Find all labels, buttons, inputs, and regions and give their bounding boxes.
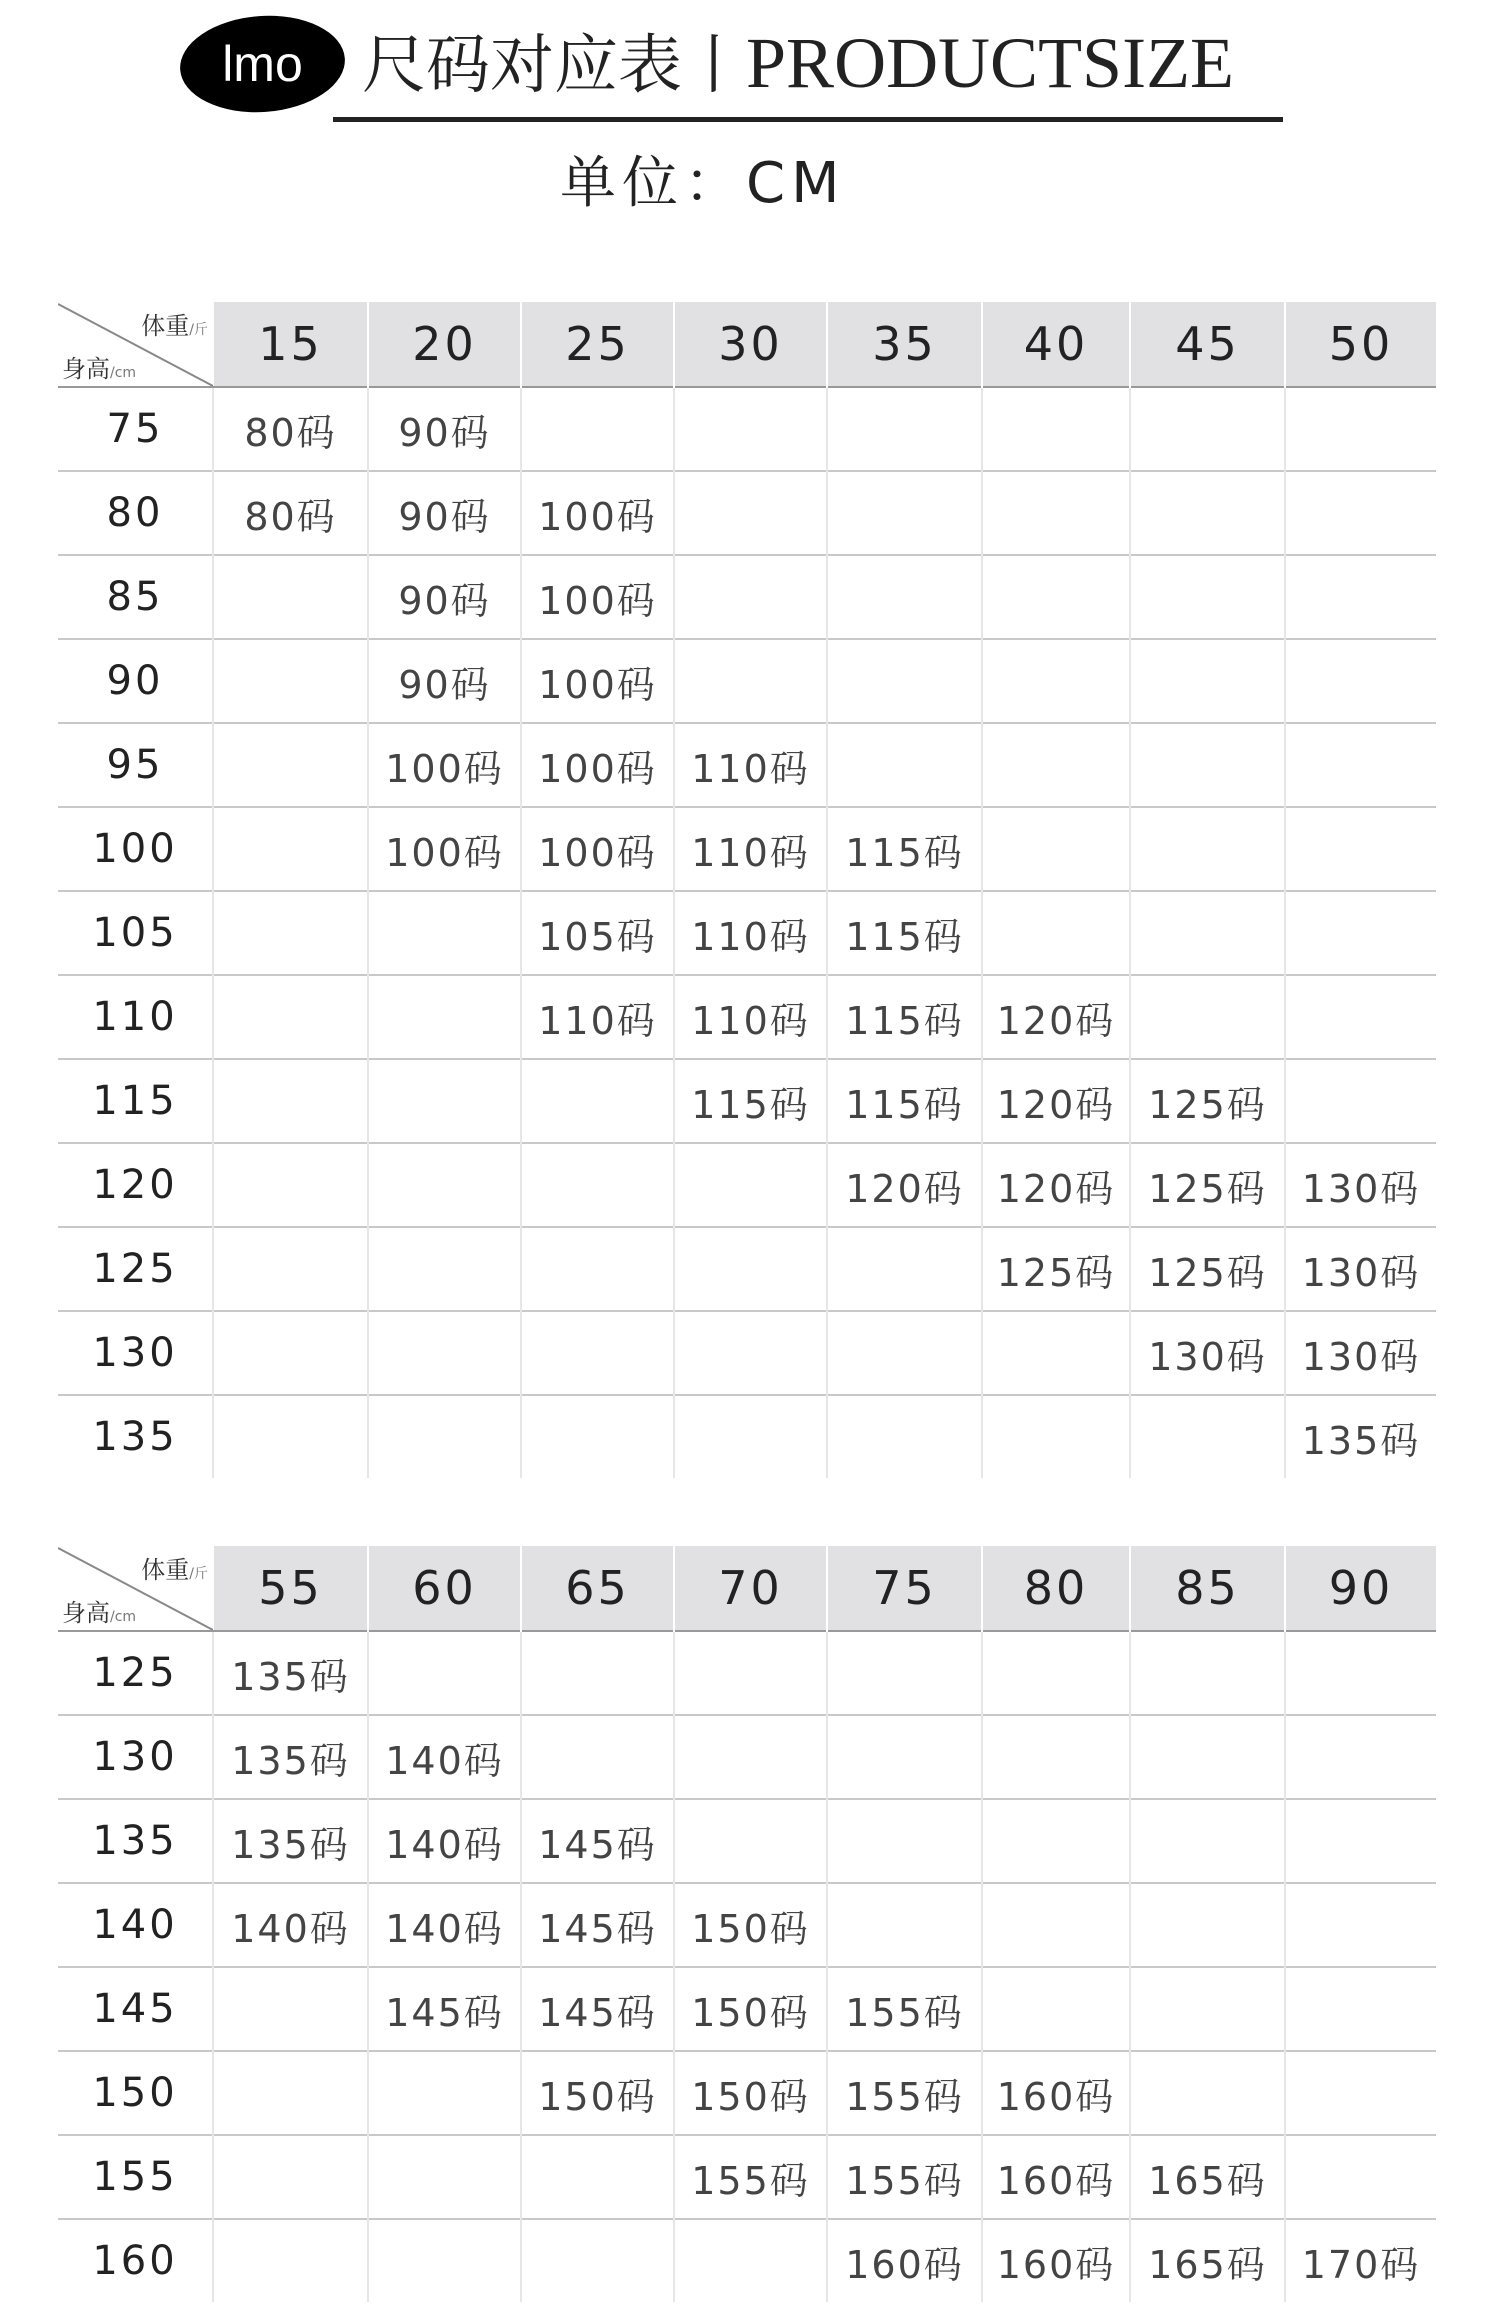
brand-logo-text: lmo [222, 36, 303, 92]
table-row [58, 975, 1436, 1059]
height-row-header: 130 [58, 1311, 213, 1395]
weight-header-cell: 70 [674, 1546, 827, 1631]
size-cell: 165码 [1130, 2135, 1285, 2219]
size-cell [674, 387, 827, 471]
title-english: PRODUCTSIZE [746, 23, 1235, 103]
size-cell [982, 1967, 1130, 2051]
weight-axis-label: 体重/斤 [141, 1556, 208, 1584]
table-row [58, 1631, 1436, 1715]
size-cell [368, 2219, 521, 2302]
size-cell [674, 639, 827, 723]
height-row-header: 125 [58, 1227, 213, 1311]
size-cell [368, 1227, 521, 1311]
size-cell [1130, 555, 1285, 639]
height-row-header: 135 [58, 1395, 213, 1478]
height-row-header: 135 [58, 1799, 213, 1883]
weight-header-cell: 90 [1285, 1546, 1436, 1631]
weight-axis-label: 体重/斤 [141, 312, 208, 340]
table-row [58, 387, 1436, 471]
size-cell [521, 2135, 674, 2219]
size-cell [827, 1799, 982, 1883]
size-cell: 110码 [674, 723, 827, 807]
weight-header-cell: 55 [213, 1546, 368, 1631]
table-row [58, 891, 1436, 975]
size-table-body [58, 1631, 1436, 2302]
size-cell [827, 723, 982, 807]
size-cell: 155码 [674, 2135, 827, 2219]
size-cell: 140码 [213, 1883, 368, 1967]
size-cell [827, 1395, 982, 1478]
size-table-2 [58, 1546, 1436, 2302]
size-cell: 135码 [1285, 1395, 1436, 1478]
size-cell [827, 387, 982, 471]
size-cell [213, 1967, 368, 2051]
weight-header-row [58, 302, 1436, 387]
size-cell: 150码 [674, 2051, 827, 2135]
size-cell [1130, 975, 1285, 1059]
size-cell [982, 1395, 1130, 1478]
title-underline [333, 117, 1283, 122]
size-cell [1285, 975, 1436, 1059]
weight-header-cell: 60 [368, 1546, 521, 1631]
size-cell: 90码 [368, 555, 521, 639]
size-cell [1285, 639, 1436, 723]
table-row [58, 1059, 1436, 1143]
size-cell: 90码 [368, 639, 521, 723]
size-cell [368, 1311, 521, 1395]
size-cell [368, 2051, 521, 2135]
size-cell [213, 1059, 368, 1143]
size-cell [827, 1631, 982, 1715]
size-cell: 145码 [521, 1799, 674, 1883]
height-row-header: 140 [58, 1883, 213, 1967]
size-cell [674, 555, 827, 639]
size-cell [1130, 639, 1285, 723]
size-cell [213, 2135, 368, 2219]
size-cell [213, 1143, 368, 1227]
size-cell [1285, 471, 1436, 555]
size-cell [827, 1715, 982, 1799]
table-row [58, 1143, 1436, 1227]
size-cell: 150码 [674, 1967, 827, 2051]
size-cell [213, 1311, 368, 1395]
height-row-header: 95 [58, 723, 213, 807]
size-cell [1285, 1059, 1436, 1143]
size-cell: 120码 [982, 975, 1130, 1059]
size-cell: 110码 [674, 891, 827, 975]
size-cell: 155码 [827, 1967, 982, 2051]
table-row [58, 1715, 1436, 1799]
weight-header-cell: 40 [982, 302, 1130, 387]
size-cell [1130, 1631, 1285, 1715]
size-cell [982, 723, 1130, 807]
unit-line [560, 140, 845, 228]
size-cell: 150码 [521, 2051, 674, 2135]
size-cell: 125码 [1130, 1227, 1285, 1311]
height-row-header: 90 [58, 639, 213, 723]
size-cell: 100码 [521, 723, 674, 807]
size-cell [1285, 555, 1436, 639]
size-cell [982, 1883, 1130, 1967]
size-cell [521, 1395, 674, 1478]
table-row [58, 1883, 1436, 1967]
size-cell [674, 1631, 827, 1715]
page-title [362, 18, 1234, 108]
size-table-1 [58, 302, 1436, 1478]
table-row [58, 723, 1436, 807]
size-cell [1130, 2051, 1285, 2135]
size-cell: 140码 [368, 1715, 521, 1799]
weight-header-cell: 65 [521, 1546, 674, 1631]
size-cell [521, 1059, 674, 1143]
table-row [58, 2051, 1436, 2135]
weight-header-cell: 45 [1130, 302, 1285, 387]
size-cell [1130, 1395, 1285, 1478]
size-cell: 115码 [827, 975, 982, 1059]
size-cell [1285, 1631, 1436, 1715]
size-cell [213, 891, 368, 975]
size-cell [1285, 807, 1436, 891]
size-cell: 120码 [982, 1059, 1130, 1143]
table-row [58, 639, 1436, 723]
size-cell [1130, 1715, 1285, 1799]
size-cell: 155码 [827, 2051, 982, 2135]
size-cell [674, 2219, 827, 2302]
table-row [58, 2219, 1436, 2302]
weight-header-cell: 15 [213, 302, 368, 387]
height-row-header: 150 [58, 2051, 213, 2135]
size-cell [521, 1311, 674, 1395]
table-row [58, 807, 1436, 891]
corner-header [58, 302, 213, 387]
size-cell [1130, 891, 1285, 975]
size-cell [982, 1715, 1130, 1799]
size-cell [521, 1227, 674, 1311]
title-chinese: 尺码对应表 [362, 29, 682, 103]
size-cell [368, 975, 521, 1059]
size-cell: 160码 [982, 2219, 1130, 2302]
size-cell [982, 639, 1130, 723]
size-cell [982, 555, 1130, 639]
size-cell: 115码 [827, 891, 982, 975]
table-row [58, 1799, 1436, 1883]
size-cell: 130码 [1285, 1311, 1436, 1395]
size-cell: 90码 [368, 387, 521, 471]
size-cell [521, 1143, 674, 1227]
size-cell [1285, 723, 1436, 807]
size-cell: 130码 [1285, 1227, 1436, 1311]
height-row-header: 100 [58, 807, 213, 891]
size-cell: 115码 [827, 807, 982, 891]
size-cell: 115码 [674, 1059, 827, 1143]
size-cell [1285, 1883, 1436, 1967]
size-cell: 130码 [1130, 1311, 1285, 1395]
size-cell: 155码 [827, 2135, 982, 2219]
size-cell [1130, 1799, 1285, 1883]
brand-logo [177, 10, 348, 117]
size-cell: 140码 [368, 1799, 521, 1883]
height-row-header: 160 [58, 2219, 213, 2302]
size-cell [982, 471, 1130, 555]
size-cell: 115码 [827, 1059, 982, 1143]
size-cell [368, 1631, 521, 1715]
weight-header-cell: 35 [827, 302, 982, 387]
size-cell: 145码 [521, 1883, 674, 1967]
size-cell [674, 1715, 827, 1799]
size-cell: 90码 [368, 471, 521, 555]
height-row-header: 110 [58, 975, 213, 1059]
height-row-header: 115 [58, 1059, 213, 1143]
size-cell: 160码 [982, 2135, 1130, 2219]
table-row [58, 1967, 1436, 2051]
size-cell [982, 807, 1130, 891]
size-cell [213, 975, 368, 1059]
size-cell: 100码 [368, 807, 521, 891]
table-row [58, 2135, 1436, 2219]
unit-label: 单位： [560, 151, 746, 216]
size-cell [674, 1799, 827, 1883]
size-cell [827, 471, 982, 555]
size-cell [1285, 1715, 1436, 1799]
size-cell: 125码 [1130, 1059, 1285, 1143]
size-cell: 135码 [213, 1715, 368, 1799]
size-cell: 100码 [521, 555, 674, 639]
corner-header [58, 1546, 213, 1631]
size-cell [827, 1311, 982, 1395]
table-row [58, 1395, 1436, 1478]
size-cell: 120码 [827, 1143, 982, 1227]
size-cell [982, 891, 1130, 975]
size-cell [1130, 1967, 1285, 2051]
size-cell [368, 1143, 521, 1227]
size-cell [827, 1883, 982, 1967]
size-cell: 110码 [674, 807, 827, 891]
size-cell [368, 2135, 521, 2219]
size-cell [982, 1799, 1130, 1883]
height-axis-label: 身高/cm [62, 1599, 137, 1627]
size-cell: 130码 [1285, 1143, 1436, 1227]
height-row-header: 120 [58, 1143, 213, 1227]
weight-header-cell: 25 [521, 302, 674, 387]
table-row [58, 471, 1436, 555]
size-cell: 100码 [368, 723, 521, 807]
size-cell [213, 807, 368, 891]
size-cell [982, 1631, 1130, 1715]
size-cell [213, 2219, 368, 2302]
table-row [58, 1227, 1436, 1311]
height-row-header: 130 [58, 1715, 213, 1799]
weight-header-cell: 75 [827, 1546, 982, 1631]
size-cell [1130, 723, 1285, 807]
size-cell [213, 555, 368, 639]
size-cell [521, 1631, 674, 1715]
size-cell [1285, 1799, 1436, 1883]
size-cell: 110码 [521, 975, 674, 1059]
title-separator: 丨 [682, 29, 746, 103]
size-cell [674, 1227, 827, 1311]
size-cell [827, 639, 982, 723]
size-cell [213, 1395, 368, 1478]
size-cell [521, 387, 674, 471]
size-cell: 125码 [1130, 1143, 1285, 1227]
height-row-header: 155 [58, 2135, 213, 2219]
size-cell [213, 2051, 368, 2135]
size-cell [827, 555, 982, 639]
size-cell [213, 639, 368, 723]
size-cell: 100码 [521, 471, 674, 555]
size-cell [521, 2219, 674, 2302]
size-cell: 110码 [674, 975, 827, 1059]
size-cell [521, 1715, 674, 1799]
height-row-header: 125 [58, 1631, 213, 1715]
table-row [58, 555, 1436, 639]
size-cell: 105码 [521, 891, 674, 975]
height-row-header: 75 [58, 387, 213, 471]
size-cell [1285, 387, 1436, 471]
size-cell: 145码 [521, 1967, 674, 2051]
size-cell: 160码 [827, 2219, 982, 2302]
size-cell: 120码 [982, 1143, 1130, 1227]
weight-header-cell: 20 [368, 302, 521, 387]
size-cell [1285, 1967, 1436, 2051]
unit-value: CM [746, 151, 846, 216]
size-cell [1285, 891, 1436, 975]
weight-header-cell: 80 [982, 1546, 1130, 1631]
size-table-body [58, 387, 1436, 1478]
size-cell: 150码 [674, 1883, 827, 1967]
weight-header-cell: 50 [1285, 302, 1436, 387]
size-cell [368, 1395, 521, 1478]
height-row-header: 80 [58, 471, 213, 555]
size-cell [213, 723, 368, 807]
size-cell [982, 387, 1130, 471]
height-row-header: 145 [58, 1967, 213, 2051]
size-cell [1130, 807, 1285, 891]
height-row-header: 105 [58, 891, 213, 975]
size-cell [368, 1059, 521, 1143]
size-cell [674, 1311, 827, 1395]
size-cell [674, 1143, 827, 1227]
size-cell: 140码 [368, 1883, 521, 1967]
weight-header-cell: 30 [674, 302, 827, 387]
size-cell [1130, 387, 1285, 471]
size-cell: 165码 [1130, 2219, 1285, 2302]
size-cell: 170码 [1285, 2219, 1436, 2302]
size-cell [674, 1395, 827, 1478]
size-cell [368, 891, 521, 975]
size-cell: 135码 [213, 1799, 368, 1883]
height-row-header: 85 [58, 555, 213, 639]
size-cell: 135码 [213, 1631, 368, 1715]
size-cell: 125码 [982, 1227, 1130, 1311]
size-cell: 100码 [521, 807, 674, 891]
size-cell [1130, 1883, 1285, 1967]
size-cell: 80码 [213, 387, 368, 471]
size-cell: 160码 [982, 2051, 1130, 2135]
size-cell [674, 471, 827, 555]
size-cell: 145码 [368, 1967, 521, 2051]
size-cell [1285, 2051, 1436, 2135]
size-cell: 80码 [213, 471, 368, 555]
table-row [58, 1311, 1436, 1395]
size-cell [827, 1227, 982, 1311]
height-axis-label: 身高/cm [62, 355, 137, 383]
weight-header-cell: 85 [1130, 1546, 1285, 1631]
size-cell [213, 1227, 368, 1311]
size-cell [1285, 2135, 1436, 2219]
size-cell: 100码 [521, 639, 674, 723]
weight-header-row [58, 1546, 1436, 1631]
size-cell [1130, 471, 1285, 555]
size-cell [982, 1311, 1130, 1395]
